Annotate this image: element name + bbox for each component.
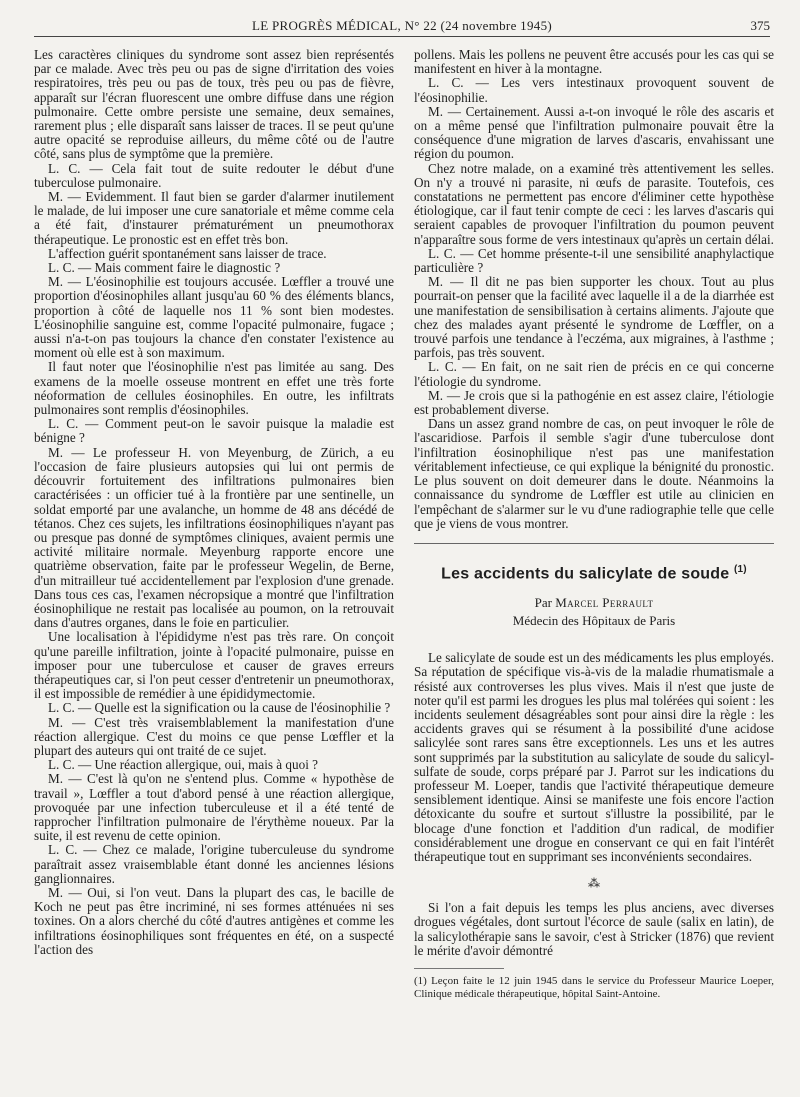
paragraph: L. C. — En fait, on ne sait rien de précis en ce qui concerne l'étiologie du syndrome. <box>414 359 774 389</box>
paragraph: L. C. — Mais comment faire le diagnostic ? <box>48 260 281 276</box>
right-column <box>414 48 774 1000</box>
paragraph: Le salicylate de soude est un des médicaments les plus employés. Sa réputation de spécifique vis-à-vis de la maladie rhumatismale a résisté aux controverses les plus vives. Mais il n'est que juste de noter qu'il est parmi les drogues les plus mal tolérées qui soient : les incidents seulement désagréables sont pour ainsi dire la règle : les accidents graves qui se résument à la possibilité d'une acidose salicylée sont rares sans être exceptionnels. Les uns et les autres sont supprimés par la substitution au salicylate de soude du salicyl-sulfate de soude, corps préparé par J. Parrot sur les indications du professeur M. Loeper, tandis que l'activité thérapeutique demeure sensiblement identique. Ainsi se manifeste une fois encore l'action détoxicante du soufre et surtout s'illustre la possibilité, par le blocage d'une fonction et l'addition d'un radical, de modifier considérablement une drogue en conservant ce qui en fait l'intérêt thérapeutique tout en supprimant ses inconvénients secondaires. <box>414 650 774 865</box>
paragraph: L. C. — Cet homme présente-t-il une sensibilité anaphylactique particulière ? <box>414 245 774 276</box>
paragraph: L. C. — Cela fait tout de suite redouter le début d'une tuberculose pulmonaire. <box>34 160 394 190</box>
paragraph: M. — Il dit ne pas bien supporter les choux. Tout au plus pourrait-on penser que la facilité avec laquelle il a de la diarrhée est une manifestation de sensibilisation à certains aliments. J'ajoute que chez des malades ayant présenté le syndrome de Lœffler, on a trouvé parfois une tendance à l'eczéma, aux migraines, à l'asthme ; parfois, pas très souvent. <box>414 274 774 361</box>
section-asterism: ⁂ <box>588 876 600 891</box>
paragraph: Les caractères cliniques du syndrome sont assez bien représentés par ce malade. Avec très peu ou pas de signe d'irritation des voies respiratoires, très peu ou pas de toux, très peu ou pas de fièvre, apparaît sur l'écran fluorescent une ombre diffuse dans une région pulmonaire. Cette ombre persiste une semaine, deux semaines, rarement plus ; elle disparaît sans laisser de traces. Il se peut qu'une autre opacité se reproduise ailleurs, du même côté ou de l'autre côté, sans plus de symptôme que la première. <box>34 47 394 162</box>
paragraph: L'affection guérit spontanément sans laisser de trace. <box>48 245 327 261</box>
paragraph: M. — Evidemment. Il faut bien se garder d'alarmer inutilement le malade, de lui imposer une cure sanatoriale et même comme cela a été fait, d'instaurer prématurément un pneumothorax thérapeutique. Le pronostic est en effet très bon. <box>34 189 394 247</box>
footnote: (1) Leçon faite le 12 juin 1945 dans le service du Professeur Maurice Loeper, Clinique médicale thérapeutique, hôpital Saint-Antoine. <box>414 975 774 1000</box>
paragraph: L. C. — Comment peut-on le savoir puisque la maladie est bénigne ? <box>34 416 394 446</box>
paragraph: Il faut noter que l'éosinophilie n'est pas limitée au sang. Des examens de la moelle osseuse montrent en effet une très forte néoformation de cellules éosinophiles. En outre, les infiltrats pulmonaires sont remplis d'éosinophiles. <box>34 359 394 418</box>
byline-prefix: Par <box>534 595 552 611</box>
byline <box>414 595 774 611</box>
left-column <box>34 48 394 957</box>
footnote-reference: (1) <box>734 563 747 575</box>
paragraph: L. C. — Une réaction allergique, oui, mais à quoi ? <box>48 757 319 773</box>
paragraph: Chez notre malade, on a examiné très attentivement les selles. On n'y a trouvé ni parasite, ni œufs de parasite. Toutefois, ces constatations ne permettent pas encore d'éliminer cette hypothèse étiologique, car il faut tenir compte de ceci : les larves d'ascaris qui seraient capables de provoquer l'infiltration du poumon peuvent n'apparaître sous forme de vers intestinaux qu'après un certain délai. <box>414 160 774 247</box>
paragraph: Une localisation à l'épididyme n'est pas très rare. On conçoit qu'une pareille infiltration, jointe à l'opacité pulmonaire, puisse en imposer pour une tuberculose et causer de graves erreurs thérapeutiques car, si l'on peut cesser d'entretenir un pneumothorax, il est impossible de remédier à une épididymectomie. <box>34 629 394 702</box>
paragraph: M. — Le professeur H. von Meyenburg, de Zürich, a eu l'occasion de faire plusieurs autopsies qui lui ont permis de découvrir fortuitement des infiltrations pulmonaires bien caractérisées : un officier tué à la frontière par une sentinelle, un soldat emporté par une avalanche, un homme de 48 ans décédé de tétanos. Chez ces sujets, les infiltrations éosinophiliques n'ayant pas ou presque pas donné de symptômes cliniques, avaient permis une activité militaire normale. Meyenburg rapporte encore une quatrième observation, faite par le professeur Wegelin, de Berne, d'un mitrailleur tué accidentellement par l'explosion d'une grenade. Dans tous ces cas, l'examen nécropsique a montré que l'infiltration éosinophilique ne restait pas localisée au poumon, on la retrouvait dans d'autres organes, dans le foie en particulier. <box>34 444 394 631</box>
paragraph: Si l'on a fait depuis les temps les plus anciens, avec diverses drogues végétales, dont surtout l'écorce de saule (salix en latin), de la salicylothérapie sans le savoir, c'est à Stricker (1876) que revient le mérite d'avoir démontré <box>414 900 774 958</box>
footnote-rule <box>414 968 504 969</box>
running-header <box>34 14 770 37</box>
author-affiliation: Médecin des Hôpitaux de Paris <box>512 613 676 629</box>
paragraph: L. C. — Quelle est la signification ou la cause de l'éosinophilie ? <box>48 700 391 716</box>
paragraph: Dans un assez grand nombre de cas, on peut invoquer le rôle de l'ascaridiose. Parfois il semble s'agir d'une tuberculose dont l'infiltration éosinophilique n'est pas une manifestation véritablement infectieuse, ce qui explique la bénignité du pronostic. Le plus souvent on doit demeurer dans le doute. Néanmoins la connaissance du syndrome de Lœffler est utile au clinicien en l'empêchant de s'alarmer sur le vu d'une radiographie telle que celle que je viens de vous montrer. <box>414 416 774 531</box>
paragraph: M. — Je crois que si la pathogénie en est assez claire, l'étiologie est probablement diverse. <box>414 387 774 418</box>
article-header <box>414 564 774 629</box>
author-name: Marcel Perrault <box>555 595 654 611</box>
article-body <box>414 651 774 958</box>
paragraph: M. — C'est très vraisemblablement la manifestation d'une réaction allergique. C'est du moins ce que pense Lœffler et la plupart des auteurs qui ont traité de ce sujet. <box>34 714 394 758</box>
paragraph: L. C. — Chez ce malade, l'origine tuberculeuse du syndrome paraîtrait assez vraisemblable étant donné les anciennes lésions ganglionnaires. <box>34 842 394 886</box>
paragraph: M. — C'est là qu'on ne s'entend plus. Comme « hypothèse de travail », Lœffler a tout d'abord pensé à une réaction allergique, provoquée par une infection tuberculeuse et il a été tenté de rapprocher l'infiltration pulmonaire de l'érythème noueux. Par la suite, il est revenu de cette opinion. <box>34 771 394 844</box>
paragraph: L. C. — Les vers intestinaux provoquent souvent de l'éosinophilie. <box>414 75 774 105</box>
paragraph: pollens. Mais les pollens ne peuvent être accusés pour les cas qui se manifestent en hiver à la montagne. <box>414 47 774 77</box>
article-title <box>414 564 774 583</box>
journal-title: LE PROGRÈS MÉDICAL, N° 22 (24 novembre 1945) <box>251 18 553 33</box>
paragraph: M. — L'éosinophilie est toujours accusée. Lœffler a trouvé une proportion d'éosinophiles allant jusqu'au 60 % des éléments blancs, proportion à côté de laquelle nos 11 % sont bien modestes. L'éosinophilie sanguine est, comme l'opacité pulmonaire, fugace ; aussi n'a-t-on pas toujours la chance d'en constater l'existence au moment où elle est à son maximum. <box>34 274 394 361</box>
page-number: 375 <box>750 18 770 33</box>
article-title-text: Les accidents du salicylate de soude <box>441 565 730 583</box>
paragraph: M. — Certainement. Aussi a-t-on invoqué le rôle des ascaris et on a même pensé que l'infiltration pulmonaire pouvait être la conséquence d'une migration de larves d'ascaris, envahissant une région du poumon. <box>414 103 774 162</box>
article-separator <box>414 543 774 544</box>
paragraph: M. — Oui, si l'on veut. Dans la plupart des cas, le bacille de Koch ne peut pas être incriminé, ni ses formes atténuées ni ses toxines. On a alors cherché du côté d'autres antigènes et comme les infiltrations éosinophiliques sont fréquentes en été, on a suspecté l'action des <box>34 884 394 957</box>
